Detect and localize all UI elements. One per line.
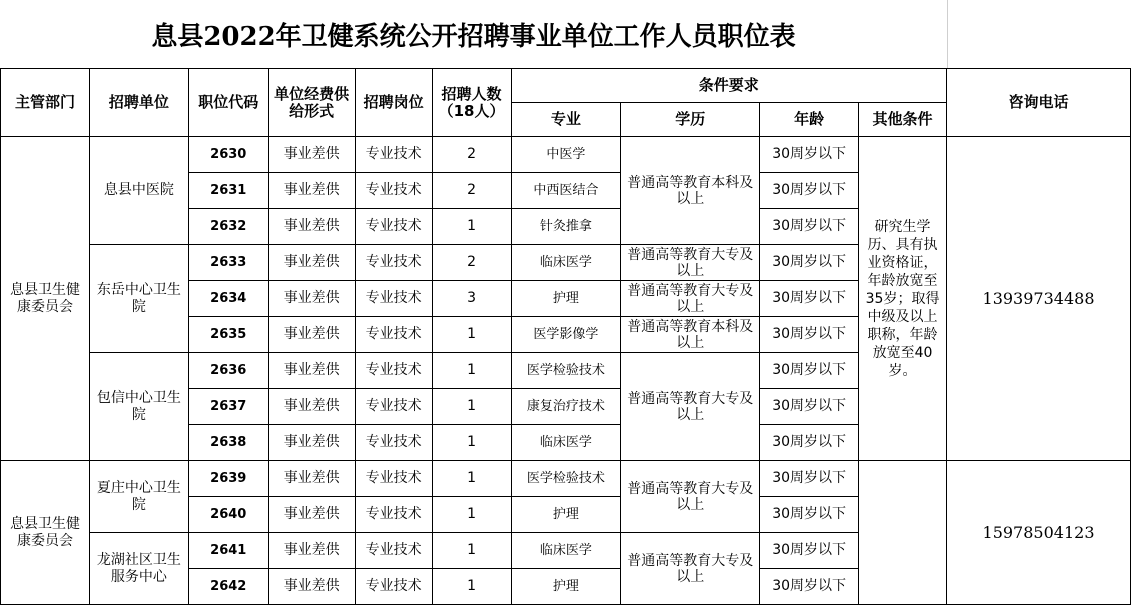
fund-cell: 事业差供 bbox=[268, 317, 355, 353]
post-cell: 专业技术 bbox=[355, 389, 432, 425]
age-cell: 30周岁以下 bbox=[760, 173, 859, 209]
age-cell: 30周岁以下 bbox=[760, 497, 859, 533]
fund-cell: 事业差供 bbox=[268, 245, 355, 281]
count-cell: 1 bbox=[432, 533, 511, 569]
code-cell: 2631 bbox=[188, 173, 268, 209]
major-cell: 护理 bbox=[511, 569, 621, 605]
fund-cell: 事业差供 bbox=[268, 569, 355, 605]
age-cell: 30周岁以下 bbox=[760, 425, 859, 461]
post-cell: 专业技术 bbox=[355, 497, 432, 533]
major-cell: 护理 bbox=[511, 497, 621, 533]
post-cell: 专业技术 bbox=[355, 209, 432, 245]
post-cell: 专业技术 bbox=[355, 245, 432, 281]
dept-cell: 息县卫生健康委员会 bbox=[1, 461, 90, 605]
edu-cell: 普通高等教育大专及以上 bbox=[621, 533, 760, 605]
post-cell: 专业技术 bbox=[355, 461, 432, 497]
code-cell: 2638 bbox=[188, 425, 268, 461]
post-cell: 专业技术 bbox=[355, 137, 432, 173]
count-cell: 1 bbox=[432, 389, 511, 425]
unit-cell: 龙湖社区卫生服务中心 bbox=[89, 533, 188, 605]
header-edu: 学历 bbox=[621, 103, 760, 137]
fund-cell: 事业差供 bbox=[268, 533, 355, 569]
count-cell: 1 bbox=[432, 569, 511, 605]
fund-cell: 事业差供 bbox=[268, 425, 355, 461]
age-cell: 30周岁以下 bbox=[760, 533, 859, 569]
major-cell: 中医学 bbox=[511, 137, 621, 173]
fund-cell: 事业差供 bbox=[268, 389, 355, 425]
post-cell: 专业技术 bbox=[355, 281, 432, 317]
count-cell: 2 bbox=[432, 137, 511, 173]
fund-cell: 事业差供 bbox=[268, 281, 355, 317]
post-cell: 专业技术 bbox=[355, 353, 432, 389]
edu-cell: 普通高等教育大专及以上 bbox=[621, 353, 760, 461]
dept-cell: 息县卫生健康委员会 bbox=[1, 137, 90, 461]
major-cell: 临床医学 bbox=[511, 245, 621, 281]
fund-cell: 事业差供 bbox=[268, 497, 355, 533]
header-count: 招聘人数（18人） bbox=[432, 69, 511, 137]
major-cell: 医学检验技术 bbox=[511, 353, 621, 389]
count-cell: 2 bbox=[432, 173, 511, 209]
count-cell: 1 bbox=[432, 209, 511, 245]
phone-cell: 13939734488 bbox=[947, 137, 1131, 461]
unit-cell: 夏庄中心卫生院 bbox=[89, 461, 188, 533]
major-cell: 临床医学 bbox=[511, 533, 621, 569]
fund-cell: 事业差供 bbox=[268, 461, 355, 497]
header-dept: 主管部门 bbox=[1, 69, 90, 137]
count-cell: 3 bbox=[432, 281, 511, 317]
code-cell: 2639 bbox=[188, 461, 268, 497]
fund-cell: 事业差供 bbox=[268, 209, 355, 245]
code-cell: 2635 bbox=[188, 317, 268, 353]
edu-cell: 普通高等教育本科及以上 bbox=[621, 137, 760, 245]
post-cell: 专业技术 bbox=[355, 569, 432, 605]
header-phone: 咨询电话 bbox=[947, 69, 1131, 137]
table-row bbox=[1, 137, 1131, 173]
edu-cell: 普通高等教育本科及以上 bbox=[621, 317, 760, 353]
unit-cell: 包信中心卫生院 bbox=[89, 353, 188, 461]
post-cell: 专业技术 bbox=[355, 317, 432, 353]
table-row bbox=[1, 461, 1131, 497]
major-cell: 中西医结合 bbox=[511, 173, 621, 209]
count-cell: 1 bbox=[432, 461, 511, 497]
fund-cell: 事业差供 bbox=[268, 353, 355, 389]
other-conditions-cell: 研究生学历、具有执业资格证，年龄放宽至35岁；取得中级及以上职称，年龄放宽至40岁。 bbox=[859, 137, 947, 461]
age-cell: 30周岁以下 bbox=[760, 137, 859, 173]
code-cell: 2640 bbox=[188, 497, 268, 533]
header-unit: 招聘单位 bbox=[89, 69, 188, 137]
count-cell: 1 bbox=[432, 353, 511, 389]
major-cell: 医学影像学 bbox=[511, 317, 621, 353]
header-post: 招聘岗位 bbox=[355, 69, 432, 137]
age-cell: 30周岁以下 bbox=[760, 245, 859, 281]
code-cell: 2632 bbox=[188, 209, 268, 245]
code-cell: 2642 bbox=[188, 569, 268, 605]
page-title: 息县2022年卫健系统公开招聘事业单位工作人员职位表 bbox=[0, 0, 948, 68]
count-cell: 2 bbox=[432, 245, 511, 281]
header-major: 专业 bbox=[511, 103, 621, 137]
header-other: 其他条件 bbox=[859, 103, 947, 137]
age-cell: 30周岁以下 bbox=[760, 281, 859, 317]
unit-cell: 东岳中心卫生院 bbox=[89, 245, 188, 353]
header-code: 职位代码 bbox=[188, 69, 268, 137]
major-cell: 康复治疗技术 bbox=[511, 389, 621, 425]
header-fund: 单位经费供给形式 bbox=[268, 69, 355, 137]
phone-cell: 15978504123 bbox=[947, 461, 1131, 605]
count-cell: 1 bbox=[432, 317, 511, 353]
count-cell: 1 bbox=[432, 425, 511, 461]
major-cell: 针灸推拿 bbox=[511, 209, 621, 245]
code-cell: 2634 bbox=[188, 281, 268, 317]
code-cell: 2641 bbox=[188, 533, 268, 569]
code-cell: 2637 bbox=[188, 389, 268, 425]
code-cell: 2630 bbox=[188, 137, 268, 173]
age-cell: 30周岁以下 bbox=[760, 317, 859, 353]
code-cell: 2636 bbox=[188, 353, 268, 389]
unit-cell: 息县中医院 bbox=[89, 137, 188, 245]
post-cell: 专业技术 bbox=[355, 173, 432, 209]
header-conditions: 条件要求 bbox=[511, 69, 947, 103]
fund-cell: 事业差供 bbox=[268, 137, 355, 173]
major-cell: 临床医学 bbox=[511, 425, 621, 461]
edu-cell: 普通高等教育大专及以上 bbox=[621, 281, 760, 317]
age-cell: 30周岁以下 bbox=[760, 461, 859, 497]
major-cell: 护理 bbox=[511, 281, 621, 317]
header-age: 年龄 bbox=[760, 103, 859, 137]
positions-table bbox=[0, 68, 1131, 605]
age-cell: 30周岁以下 bbox=[760, 569, 859, 605]
other-conditions-cell-empty bbox=[859, 461, 947, 605]
age-cell: 30周岁以下 bbox=[760, 389, 859, 425]
major-cell: 医学检验技术 bbox=[511, 461, 621, 497]
age-cell: 30周岁以下 bbox=[760, 353, 859, 389]
count-cell: 1 bbox=[432, 497, 511, 533]
age-cell: 30周岁以下 bbox=[760, 209, 859, 245]
post-cell: 专业技术 bbox=[355, 533, 432, 569]
code-cell: 2633 bbox=[188, 245, 268, 281]
fund-cell: 事业差供 bbox=[268, 173, 355, 209]
post-cell: 专业技术 bbox=[355, 425, 432, 461]
edu-cell: 普通高等教育大专及以上 bbox=[621, 461, 760, 533]
edu-cell: 普通高等教育大专及以上 bbox=[621, 245, 760, 281]
